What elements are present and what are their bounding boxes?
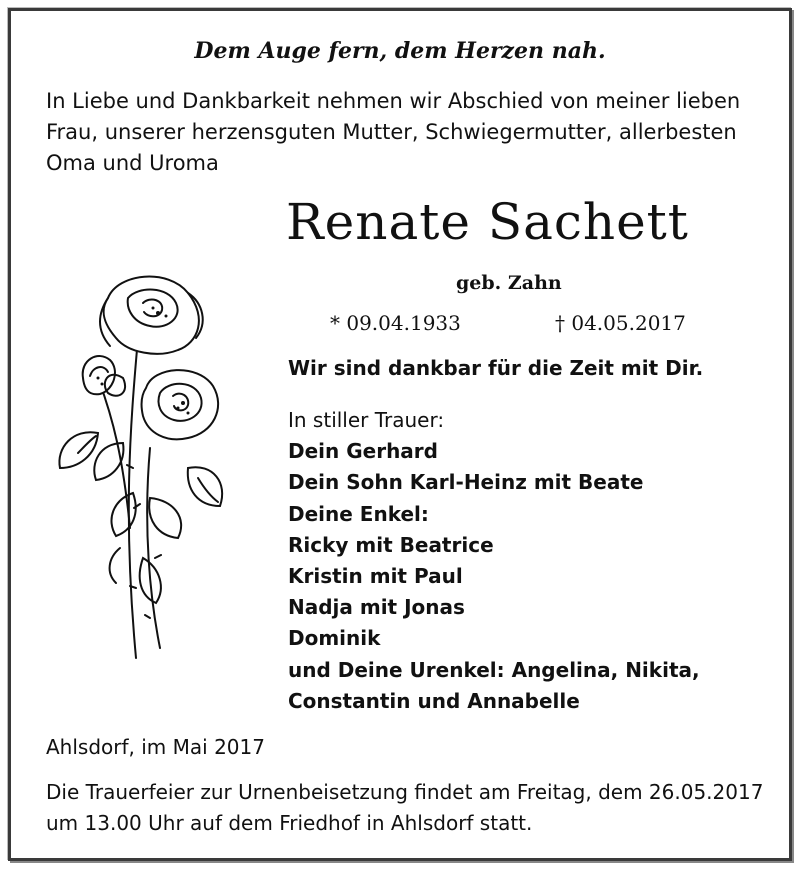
death-date: † 04.05.2017 — [555, 311, 686, 335]
mourner-line: Constantin und Annabelle — [288, 688, 580, 713]
mourner-line: und Deine Urenkel: Angelina, Nikita, — [288, 657, 700, 682]
mourner-line: Dominik — [288, 626, 381, 651]
mourner-line: Deine Enkel: — [288, 501, 429, 526]
mourners-list — [288, 405, 700, 717]
mourner-line: Dein Gerhard — [288, 439, 438, 464]
mourner-line: Ricky mit Beatrice — [288, 532, 494, 557]
mourner-line: Dein Sohn Karl-Heinz mit Beate — [288, 470, 644, 495]
rose-icon — [38, 268, 228, 688]
motto: Dem Auge fern, dem Herzen nah. — [194, 38, 606, 64]
mourner-line: Kristin mit Paul — [288, 564, 463, 589]
intro-text: In Liebe und Dankbarkeit nehmen wir Abschied von meiner lieben Frau, unserer herzensguten Mutter, Schwiegermutter, allerbesten Oma und Uroma — [46, 89, 741, 175]
mourner-line: Nadja mit Jonas — [288, 595, 465, 620]
maiden-name: geb. Zahn — [456, 272, 562, 294]
funeral-info: Die Trauerfeier zur Urnenbeisetzung findet am Freitag, dem 26.05.2017 um 13.00 Uhr auf dem Friedhof in Ahlsdorf statt. — [46, 780, 764, 835]
deceased-name: Renate Sachett — [286, 193, 689, 251]
thanks-line: Wir sind dankbar für die Zeit mit Dir. — [288, 356, 704, 380]
birth-date: * 09.04.1933 — [330, 311, 461, 335]
place-date: Ahlsdorf, im Mai 2017 — [46, 735, 265, 759]
mourners-label: In stiller Trauer: — [288, 408, 445, 432]
